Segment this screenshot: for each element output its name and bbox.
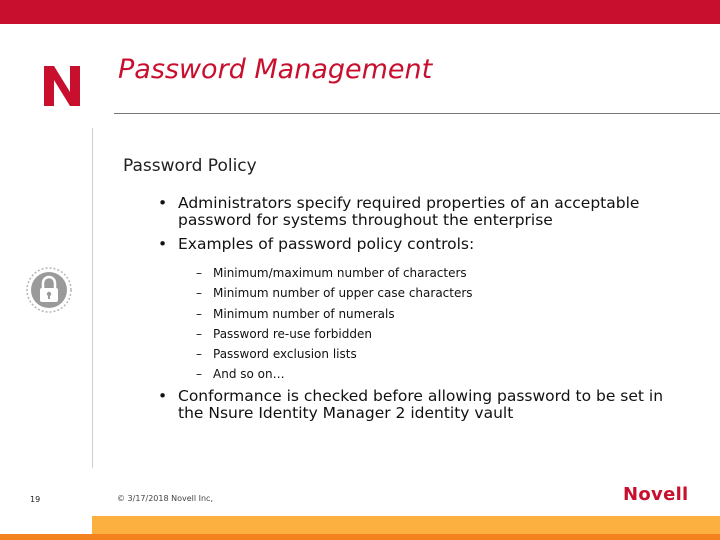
top-red-bar [0, 0, 720, 24]
bullet-item: • Conformance is checked before allowing password to be set in the Nsure Identity Manager 2 identity vault [158, 388, 678, 422]
sub-item: – And so on… [196, 364, 473, 384]
sub-item: – Password exclusion lists [196, 344, 473, 364]
slide-title: Password Management [118, 54, 433, 85]
final-bullet-list [158, 388, 678, 429]
bottom-yellow-band [92, 516, 720, 534]
bullet-item: • Administrators specify required properties of an acceptable password for systems throughout the enterprise [158, 195, 678, 229]
sub-item: – Minimum number of numerals [196, 304, 473, 324]
sub-item: – Password re-use forbidden [196, 324, 473, 344]
sub-item-list [196, 263, 473, 385]
sub-item: – Minimum/maximum number of characters [196, 263, 473, 283]
section-heading: Password Policy [123, 156, 257, 176]
title-divider [114, 113, 720, 114]
lock-icon [25, 266, 73, 314]
left-divider [92, 128, 93, 468]
novell-brand-logo: Novell [623, 484, 689, 505]
bullet-list [158, 195, 678, 260]
novell-n-logo-icon [38, 62, 86, 110]
bullet-item: • Examples of password policy controls: [158, 236, 678, 253]
page-number: 19 [30, 495, 41, 504]
bottom-orange-strip [0, 534, 720, 540]
copyright-text: © 3/17/2018 Novell Inc, [117, 494, 213, 503]
sub-item: – Minimum number of upper case characters [196, 283, 473, 303]
